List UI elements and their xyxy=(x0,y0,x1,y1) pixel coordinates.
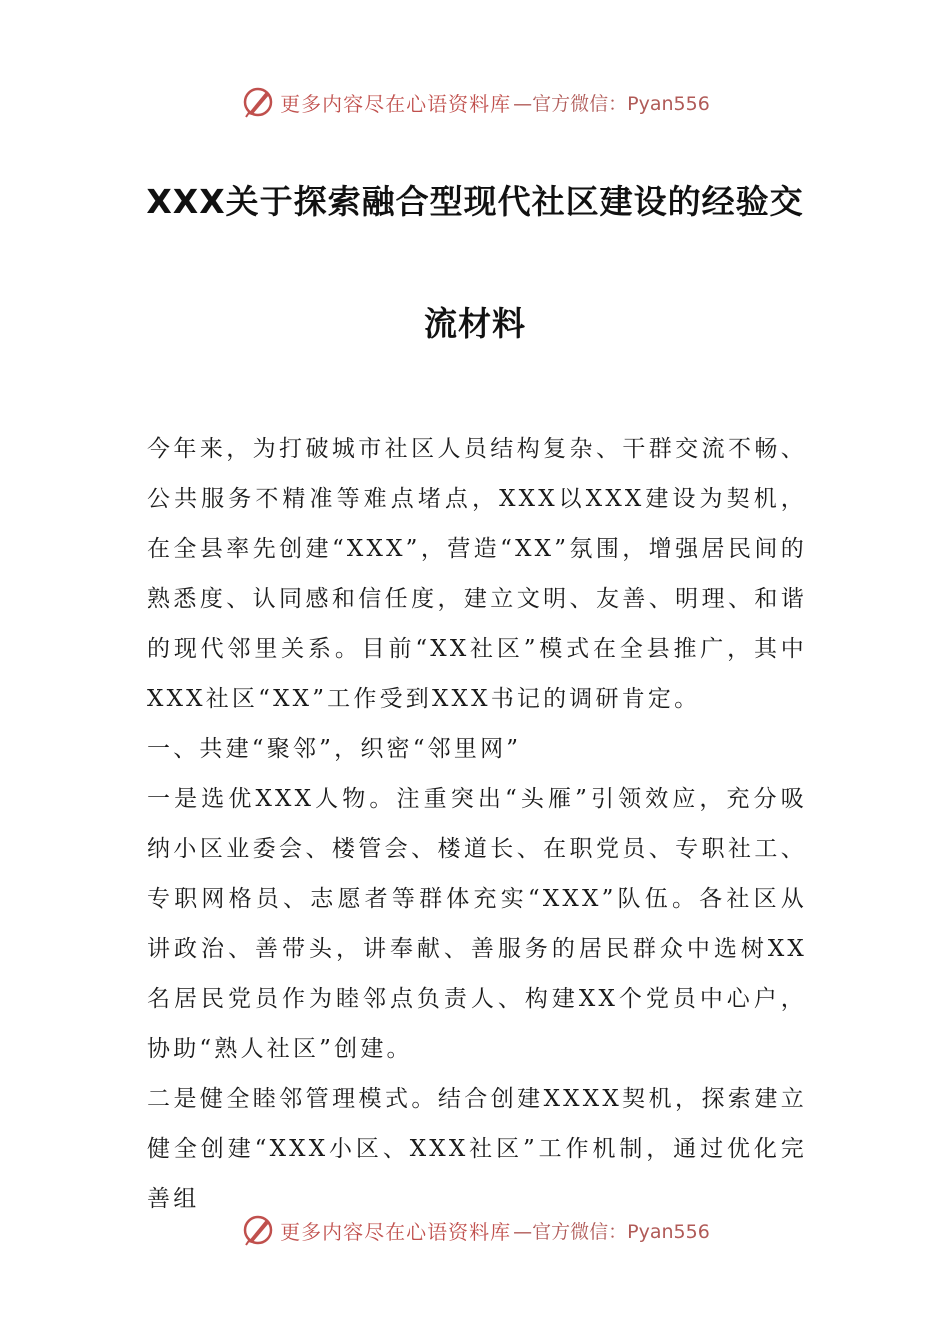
body-paragraph-intro: 今年来，为打破城市社区人员结构复杂、干群交流不畅、公共服务不精准等难点堵点，XXX以XXX建设为契机，在全县率先创建“XXX”，营造“XX”氛围，增强居民间的熟悉度、认同感和信任度，建立文明、友善、明理、和谐的现代邻里关系。目前“XX社区”模式在全县推广，其中XXX社区“XX”工作受到XXX书记的调研肯定。 xyxy=(147,436,807,712)
banner-contact-text: —官方微信：Pyan556 xyxy=(513,1220,710,1243)
document-title-line-2: 流材料 xyxy=(424,304,526,343)
body-paragraph-point-2: 二是健全睦邻管理模式。结合创建XXXX契机，探索建立健全创建“XXX小区、XXX社区”工作机制，通过优化完善组 xyxy=(147,1086,807,1212)
section-heading-1: 一、共建“聚邻”，织密“邻里网” xyxy=(147,736,522,762)
document-body xyxy=(147,424,807,1224)
quill-logo-icon xyxy=(240,84,276,120)
header-watermark-banner xyxy=(0,82,950,122)
footer-watermark-banner xyxy=(0,1210,950,1250)
document-title-line-1: XXX关于探索融合型现代社区建设的经验交 xyxy=(146,182,804,221)
banner-contact-text: —官方微信：Pyan556 xyxy=(513,92,710,115)
quill-logo-icon xyxy=(240,1212,276,1248)
banner-brand-text: 更多内容尽在心语资料库 xyxy=(280,1219,512,1244)
banner-brand-text: 更多内容尽在心语资料库 xyxy=(280,91,512,116)
body-paragraph-point-1: 一是选优XXX人物。注重突出“头雁”引领效应，充分吸纳小区业委会、楼管会、楼道长、在职党员、专职社工、专职网格员、志愿者等群体充实“XXX”队伍。各社区从讲政治、善带头，讲奉献、善服务的居民群众中选树XX名居民党员作为睦邻点负责人、构建XX个党员中心户，协助“熟人社区”创建。 xyxy=(147,786,807,1062)
